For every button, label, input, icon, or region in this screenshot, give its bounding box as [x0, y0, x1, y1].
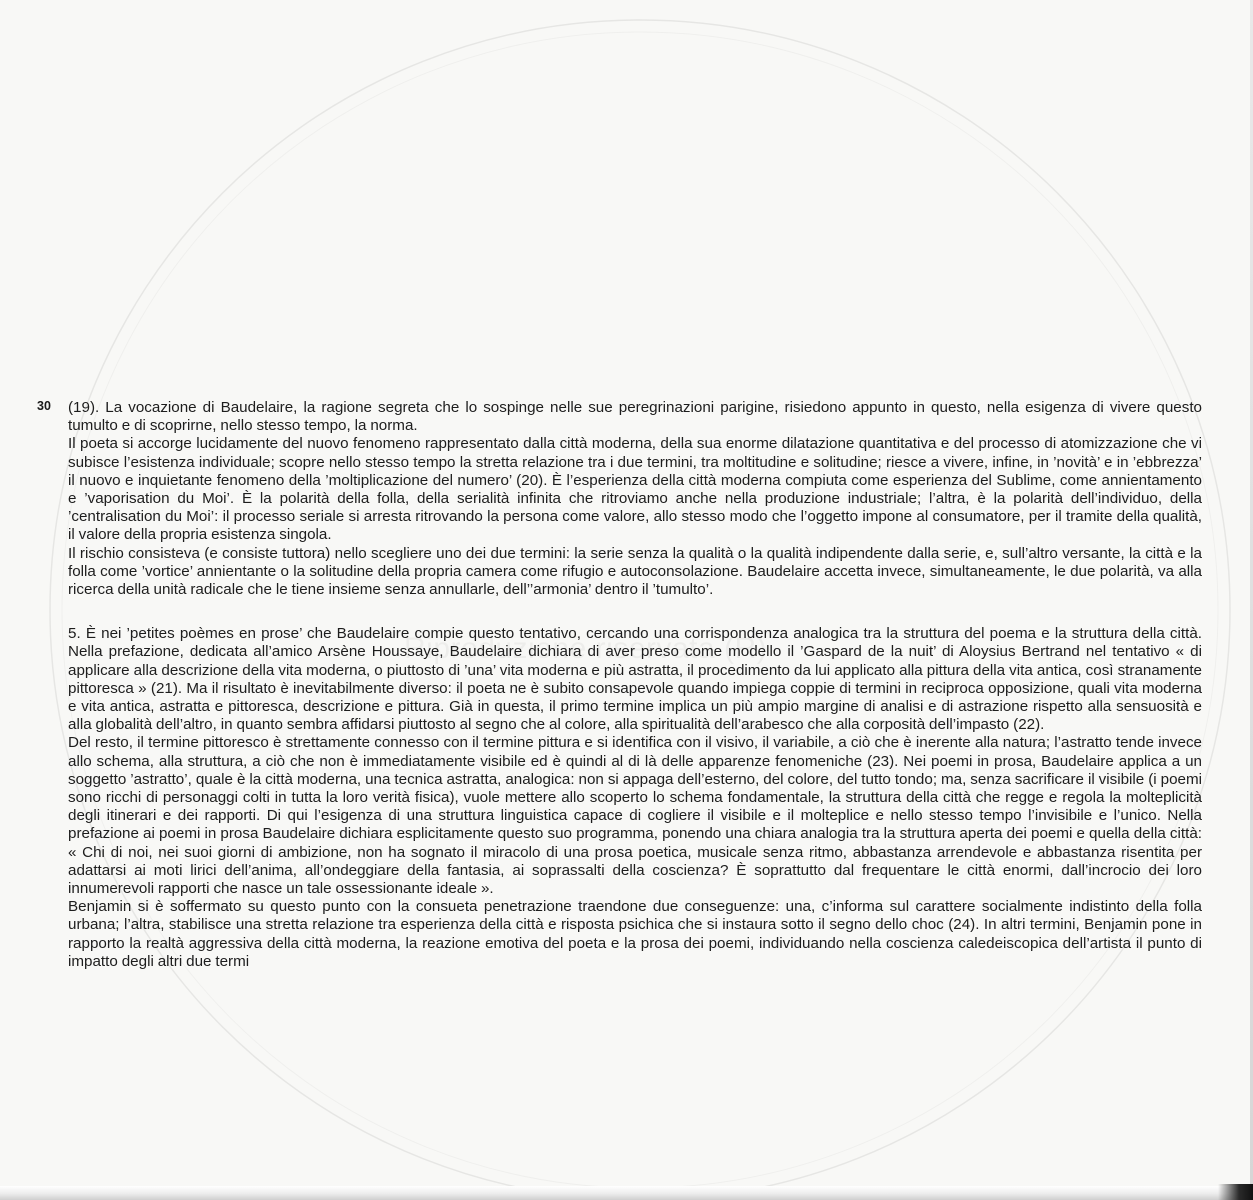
paragraph: Benjamin si è soffermato su questo punto con la consueta penetrazione traendone due conseguenze: una, c’informa sul carattere socialmente indistinto della folla urbana; l’altra, stabilisce una stretta relazione tra esperienza della città e risposta psichica che si instaura sotto il segno dello choc (24). In altri termini, Benjamin pone in rapporto la realtà aggressiva della città moderna, la reazione emotiva del poeta e la prosa dei poemi, individuando nella coscienza caledeiscopica dell’artista il punto di impatto degli altri due termi: [68, 898, 1202, 970]
page-edge-bottom: [0, 1186, 1253, 1200]
paragraph: (19). La vocazione di Baudelaire, la ragione segreta che lo sospinge nelle sue peregrinazioni parigine, risiedono appunto in questo, nella esigenza di vivere questo tumulto e di scoprirne, nello stesso tempo, la norma.: [68, 399, 1202, 435]
body-text: [68, 399, 1202, 971]
paragraph: Il rischio consisteva (e consiste tuttora) nello scegliere uno dei due termini: la serie senza la qualità o la qualità indipendente dalla serie, e, sull’altro versante, la città e la folla come ’vortice’ annientante o la solitudine della propria camera come rifugio e autoconsolazione. Baudelaire accetta invece, simultaneamente, le due polarità, va alla ricerca della unità radicale che le tiene insieme senza annullarle, dell’’armonia’ dentro il ’tumulto’.: [68, 544, 1202, 599]
section-gap: [68, 599, 1202, 625]
page-number: 30: [37, 399, 51, 413]
paragraph: Del resto, il termine pittoresco è strettamente connesso con il termine pittura e si identifica con il visivo, il variabile, a ciò che è inerente alla natura; l’astratto tende invece allo schema, alla struttura, a ciò che non è immediatamente visibile ed è quindi al di là delle apparenze fenomeniche (23). Nei poemi in prosa, Baudelaire applica a un soggetto ’astratto’, quale è la città moderna, una tecnica astratta, analogica: non si appaga dell’esterno, del colore, del tutto tondo; ma, senza sacrificare il visibile (i poemi sono ricchi di personaggi colti in tutta la loro verità fisica), vuole mettere allo scoperto lo schema fondamentale, la struttura della città che regge e regola la molteplicità degli itinerari e dei rapporti. Di qui l’esigenza di una struttura linguistica capace di cogliere il visibile e il molteplice e nello stesso tempo l’invisibile e l’unico. Nella prefazione ai poemi in prosa Baudelaire dichiara esplicitamente questo suo programma, ponendo una chiara analogia tra la struttura aperta dei poemi e quella della città: « Chi di noi, nei suoi giorni di ambizione, non ha sognato il miracolo di una prosa poetica, musicale senza ritmo, abbastanza arrendevole e abbastanza risentita per adattarsi ai moti lirici dell’anima, all’ondeggiare della fantasia, ai soprassalti della coscienza? È soprattutto dal frequentare le città enormi, dall’incrocio dei loro innumerevoli rapporti che nasce un tale ossessionante ideale ».: [68, 734, 1202, 898]
paragraph: 5. È nei ’petites poèmes en prose’ che Baudelaire compie questo tentativo, cercando una corrispondenza analogica tra la struttura del poema e la struttura della città. Nella prefazione, dedicata all’amico Arsène Houssaye, Baudelaire dichiara di aver preso come modello il ’Gaspard de la nuit’ di Aloysius Bertrand nel tentativo « di applicare alla descrizione della vita moderna, o piuttosto di ’una’ vita moderna e più astratta, il procedimento da lui applicato alla pittura della vita antica, così stranamente pittoresca » (21). Ma il risultato è inevitabilmente diverso: il poeta ne è subito consapevole quando impiega coppie di termini in reciproca opposizione, quali vita moderna e vita antica, astratta e pittoresca, descrizione e pittura. Già in questa, il primo termine implica un più ampio margine di analisi e di astrazione rispetto alla sensuosità e alla globalità dell’altro, in quanto sembra affidarsi piuttosto al segno che al colore, alla spiritualità dell’arabesco che alla corposità dell’impasto (22).: [68, 625, 1202, 734]
paragraph: Il poeta si accorge lucidamente del nuovo fenomeno rappresentato dalla città moderna, della sua enorme dilatazione quantitativa e del processo di atomizzazione che vi subisce l’esistenza individuale; scopre nello stesso tempo la stretta relazione tra i due termini, tra moltitudine e solitudine; riesce a vivere, infine, in ’novità’ e in ’ebbrezza’ il nuovo e inquietante fenomeno della ’moltiplicazione del numero’ (20). È l’esperienza della città moderna compiuta come esperienza del Sublime, come annientamento e ’vaporisation du Moi’. È la polarità della folla, della serialità infinita che ritroviamo anche nella produzione industriale; l’altra, è la polarità dell’individuo, della ’centralisation du Moi’: il processo seriale si arresta ritrovando la persona come valore, allo stesso modo che l’oggetto impone al consumatore, per il tramite della qualità, il valore della propria esistenza singola.: [68, 435, 1202, 544]
page-corner-shadow: [1218, 1184, 1253, 1200]
